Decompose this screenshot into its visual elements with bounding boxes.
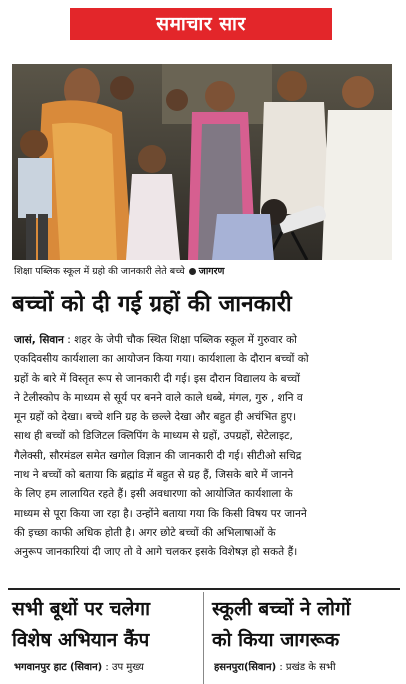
article-line: ने टेलीस्कोप के माध्यम से सूर्य पर बनने वाले काले धब्बे, मंगल, गुरु , शनि व: [14, 391, 303, 404]
article-body: [14, 331, 394, 563]
right-story-text: हसनपुरा(सिवान) : प्रखंड के सभी: [214, 662, 336, 673]
right-story-dateline: हसनपुरा(सिवान): [214, 662, 277, 673]
section-title: समाचार सार: [70, 8, 332, 40]
column-divider: [203, 592, 204, 684]
article-line: मून ग्रहों को देखा। बच्चे शनि ग्रह के छल्ले देखा और बहुत ही अचंभित हुए।: [14, 411, 297, 424]
bullet-icon: [189, 268, 196, 275]
news-photo: [12, 64, 392, 260]
article-line: माध्यम से पूरा किया जा रहा है। उन्होंने बताया गया कि किसी विषय पर जानने: [14, 507, 307, 520]
right-story-headline: स्कूली बच्चों ने लोगों को किया जागरूक: [212, 598, 351, 651]
article-line: ग्रहों के बारे में विस्तृत रूप से जानकारी दी गई। इस दौरान विद्यालय के बच्चों: [14, 372, 301, 385]
left-story-dateline: भगवानपुर हाट (सिवान): [14, 662, 103, 673]
article-line: गैलेक्सी, सौरमंडल समेत खगोल विज्ञान की जानकारी दी गई। सीटीओ सचिद्र: [14, 449, 302, 462]
article-line: साथ ही बच्चों को डिजिटल क्लिपिंग के माध्यम से ग्रहों, उपग्रहों, सेटेलाइट,: [14, 430, 293, 443]
article-line: एकदिवसीय कार्यशाला का आयोजन किया गया। कार्यशाला के दौरान बच्चों को: [14, 353, 309, 366]
article-line: के लिए हम लालायित रहते हैं। इसी अवधारणा को आयोजित कार्यशाला के: [14, 488, 293, 501]
section-divider: [8, 588, 400, 590]
left-story-headline: सभी बूथों पर चलेगा विशेष अभियान कैंप: [12, 598, 151, 651]
caption-text: शिक्षा पब्लिक स्कूल में ग्रहो की जानकारी लेते बच्चे: [14, 266, 185, 277]
article-line: नाथ ने बच्चों को बताया कि ब्रह्मांड में बहुत से ग्रह हैं, जिसके बारे में जानने: [14, 469, 294, 482]
photo-credit: जागरण: [198, 266, 225, 277]
article-headline: बच्चों को दी गई ग्रहों की जानकारी: [12, 291, 292, 317]
article-line: की इच्छा काफी अधिक होती है। अगर छोटे बच्चों की अभिलाषाओं के: [14, 526, 276, 539]
photo-caption: [14, 262, 394, 282]
article-dateline: जासं, सिवान: [14, 334, 64, 346]
left-story-text: भगवानपुर हाट (सिवान) : उप मुख्य: [14, 662, 144, 673]
article-line: अनुरूप जानकारियां दी जाए तो वे आगे चलकर इसके विशेषज्ञ हो सकते हैं।: [14, 546, 298, 559]
article-line: जासं, सिवान : शहर के जेपी चौक स्थित शिक्षा पब्लिक स्कूल में गुरुवार को: [14, 334, 297, 346]
section-banner: [0, 0, 406, 44]
